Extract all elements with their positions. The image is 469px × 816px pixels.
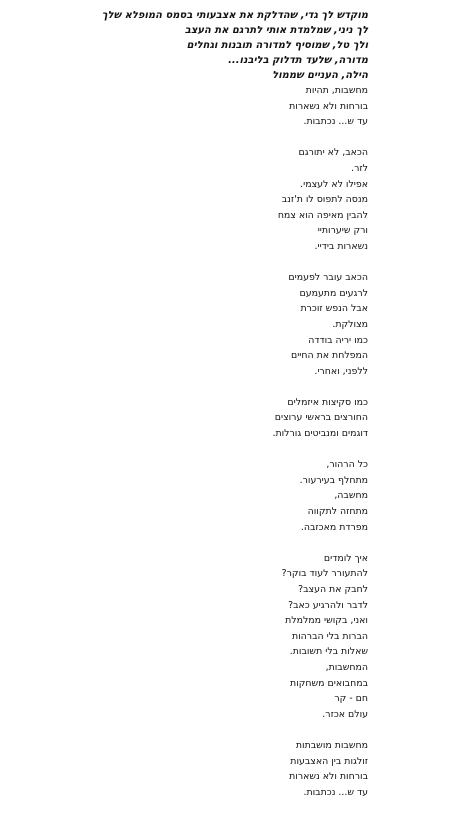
- poem-line: מפרדת מאכזבה.: [300, 521, 368, 533]
- poem-line: לרגעים מתעמעם: [299, 287, 368, 299]
- poem-line: אפילו לא לעצמי.: [300, 178, 368, 190]
- stanza: [148, 270, 368, 379]
- poem-line: בורחות ולא נשארות: [289, 100, 368, 112]
- poem-line: זולגות בין האצבעות: [290, 755, 368, 767]
- stanza: [148, 457, 368, 535]
- poem-line: מחשבות מושבתות: [295, 739, 368, 751]
- poem-line: המפלחת את החיים: [290, 350, 368, 362]
- stanza: [148, 395, 368, 442]
- poem-line: חם - קר: [334, 693, 368, 705]
- poem-line: המחשבות,: [325, 661, 368, 673]
- poem-line: מחשבות, תהיות: [305, 85, 368, 96]
- poem-line: עד ש... נכתבות.: [303, 786, 368, 798]
- poem-line: לדבר ולהרגיע כאב?: [288, 599, 368, 611]
- poem-line: הכאב, לא יתורגם: [298, 147, 368, 159]
- dedication-line: לך ניני, שמלמדת אותי לתרגם את העצב: [184, 25, 368, 36]
- poem-line: החורצים בראשי ערוצים: [274, 412, 368, 424]
- poem-line: אבל הנפש זוכרת: [300, 303, 368, 315]
- poem-line: מנסה לתפוס לו ת'זנב: [281, 194, 368, 206]
- stanza: [148, 83, 368, 130]
- poem-line: עולם אכזר.: [322, 708, 368, 720]
- poem-line: נשארות בידיי.: [314, 240, 368, 252]
- poem-line: כמו יריה בודדה: [308, 334, 368, 346]
- poem-line: מצולקת.: [332, 318, 368, 330]
- poem-line: להבין מאיפה הוא צמח: [277, 209, 368, 221]
- poem-line: עד ש... נכתבות.: [303, 116, 368, 128]
- poem-line: בורחות ולא נשארות: [289, 771, 368, 783]
- poem-line: הכאב עובר לפעמים: [288, 272, 368, 284]
- poem-line: מתחזה לתקווה: [307, 506, 368, 518]
- poem-line: שאלות בלי תשובות.: [289, 646, 368, 658]
- poem-body: [148, 83, 368, 816]
- poem-line: ואני, בקושי ממלמלת: [285, 615, 368, 627]
- poem-line: לחבק את העצב?: [298, 584, 368, 595]
- dedication-signature: הילה, העניים שממול: [272, 70, 368, 81]
- poem-line: דוגמים ומנביטים גורלות.: [272, 428, 368, 440]
- poem-line: לזר.: [351, 162, 368, 174]
- dedication-line: ולך טל, שמוסיף למדורה תובנות וגחלים: [186, 40, 368, 51]
- dedication-line: מדורה, שלעד תדלוק בליבנו...: [228, 55, 368, 66]
- dedication: [28, 8, 368, 83]
- poem-line: במחבואים משחקות: [290, 677, 368, 689]
- poem-line: להתעורר לעוד בוקר?: [281, 568, 368, 580]
- stanza: [148, 738, 368, 800]
- poem-line: ללפני, ואחרי.: [314, 365, 368, 377]
- stanza: [148, 551, 368, 723]
- poem-line: הברות בלי הברהות: [291, 630, 368, 642]
- poem-line: איך לומדים: [323, 552, 368, 564]
- poem-line: ורק שיערותיי: [317, 225, 368, 237]
- poem-line: מחשבה,: [334, 490, 368, 502]
- poem-line: כל הרהור,: [326, 459, 368, 471]
- stanza: [148, 145, 368, 254]
- dedication-line: מוקדש לך גדי, שהדלקת את אצבעותי בסמס המופלא שלך: [101, 10, 368, 21]
- poem-line: כמו סקיצות איזמלים: [287, 396, 368, 408]
- poem-line: מתחלף בעירעור.: [299, 474, 368, 486]
